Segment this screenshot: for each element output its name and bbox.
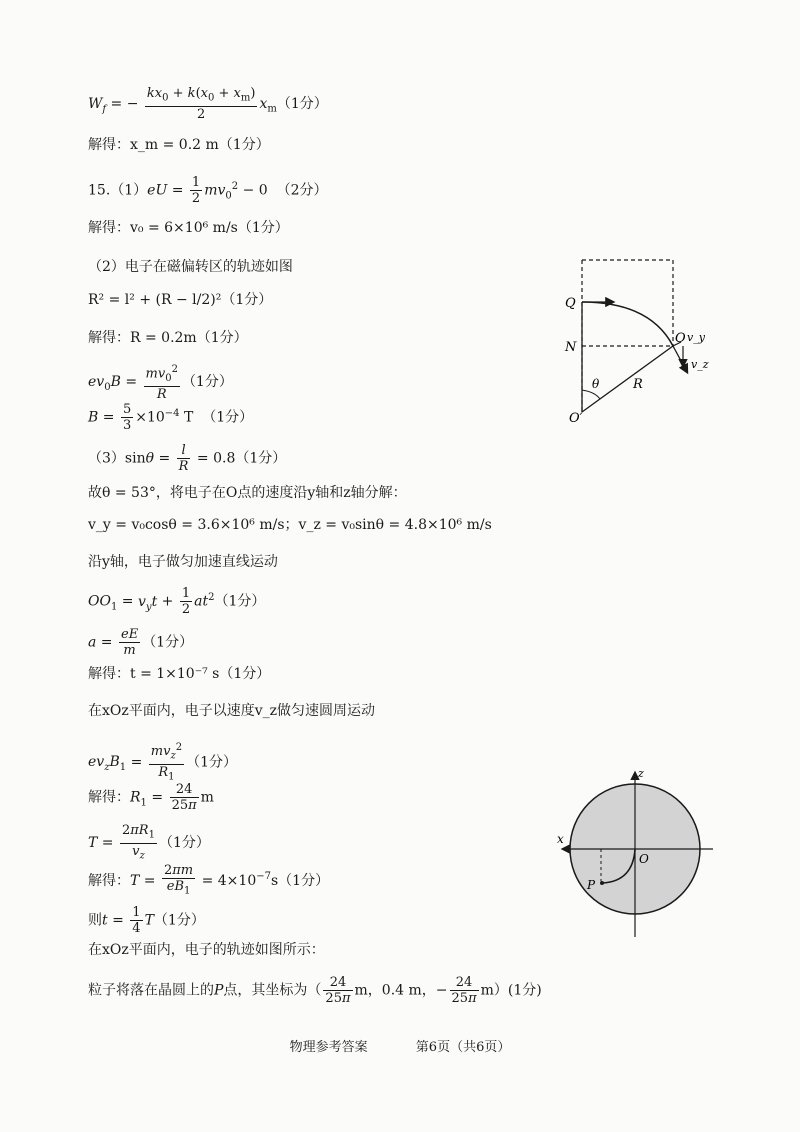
xoz-trajectory-diagram <box>555 765 725 940</box>
line-R1-force: $ev_zB_1$ = $\frac{mv_z^2}{R_1}$ （1分） <box>88 742 238 783</box>
label-origin-O: O <box>639 852 649 866</box>
label-N: N <box>565 340 577 355</box>
line-acceleration: a = $\frac{eE}{m}$ （1分） <box>88 627 194 658</box>
line-theta-decompose: 故θ = 53°，将电子在O点的速度沿y轴和z轴分解： <box>88 485 407 501</box>
line-magnetic-force: $ev_0B$ = $\frac{mv_0^2}{R}$ （1分） <box>88 364 233 402</box>
line-P-coordinates: 粒子将落在晶圆上的P点，其坐标为（ $\frac{24}{25\pi}$ m，0.4 m，− $\frac{24}{25\pi}$ m）(1分) <box>88 975 542 1006</box>
line-t-quarter: 则t = $\frac{1}{4}$ T（1分） <box>88 905 205 936</box>
line-q15-3: （3）sinθ = $\frac{l}{R}$ = 0.8（1分） <box>88 443 287 474</box>
label-x: x <box>557 832 564 846</box>
label-Q: Q <box>565 296 576 311</box>
line-y-motion: 沿y轴，电子做匀加速直线运动 <box>88 554 278 570</box>
line-work-friction: $W_f$ = − $\frac{kx_0 + k(x_0 + x_m)}{2}$ $x_m(1$分） <box>88 86 328 122</box>
footer-page-number: 第6页（共6页） <box>415 1040 511 1055</box>
label-R: R <box>633 377 643 392</box>
deflection-diagram <box>555 250 735 430</box>
label-O: O <box>675 331 686 346</box>
label-vz: v_z <box>691 358 709 371</box>
line-q15-1: 15.（1）eU = $\frac{1}{2}$ $mv_0^2 - 0$ （2分） <box>88 175 328 206</box>
label-O-prime: O′ <box>569 411 583 426</box>
line-trajectory-note: 在xOz平面内，电子的轨迹如图所示： <box>88 942 325 958</box>
label-P: P <box>587 878 596 892</box>
line-t-result: 解得：t = 1×10⁻⁷ s（1分） <box>88 666 271 682</box>
line-T-result: 解得：T = $\frac{2\pi m}{eB_1}$ = $4\times 10^{-7}s(1$分） <box>88 863 330 897</box>
line-R-result: 解得：R = 0.2m（1分） <box>88 330 248 346</box>
page-footer <box>0 1036 800 1055</box>
line-B-result: B = $\frac{5}{3}$ $\times 10^{-4}$ T （1分） <box>88 402 254 433</box>
label-theta: θ <box>592 377 600 391</box>
line-v0-result: 解得：v₀ = 6×10⁶ m/s（1分） <box>88 220 289 236</box>
label-vy: v_y <box>687 331 705 344</box>
line-velocity-components: v_y = v₀cosθ = 3.6×10⁶ m/s；v_z = v₀sinθ = 4.8×10⁶ m/s <box>88 517 492 533</box>
line-xm-result: 解得：x_m = 0.2 m（1分） <box>88 137 270 153</box>
line-OO1-equation: $OO_1 = v_yt$ + $\frac{1}{2}$ $at^2(1$分） <box>88 586 266 617</box>
line-R1-result: 解得：$R_1$ = $\frac{24}{25\pi}$ m <box>88 782 214 813</box>
line-xoz-motion: 在xOz平面内，电子以速度v_z做匀速圆周运动 <box>88 703 376 719</box>
line-T-equation: T = $\frac{2\pi R_1}{v_z}$ （1分） <box>88 823 210 862</box>
line-R-equation: R² = l² + (R − l/2)²（1分） <box>88 292 273 308</box>
label-z: z <box>638 767 644 780</box>
line-q15-2: （2）电子在磁偏转区的轨迹如图 <box>88 259 293 275</box>
footer-title: 物理参考答案 <box>289 1040 368 1055</box>
